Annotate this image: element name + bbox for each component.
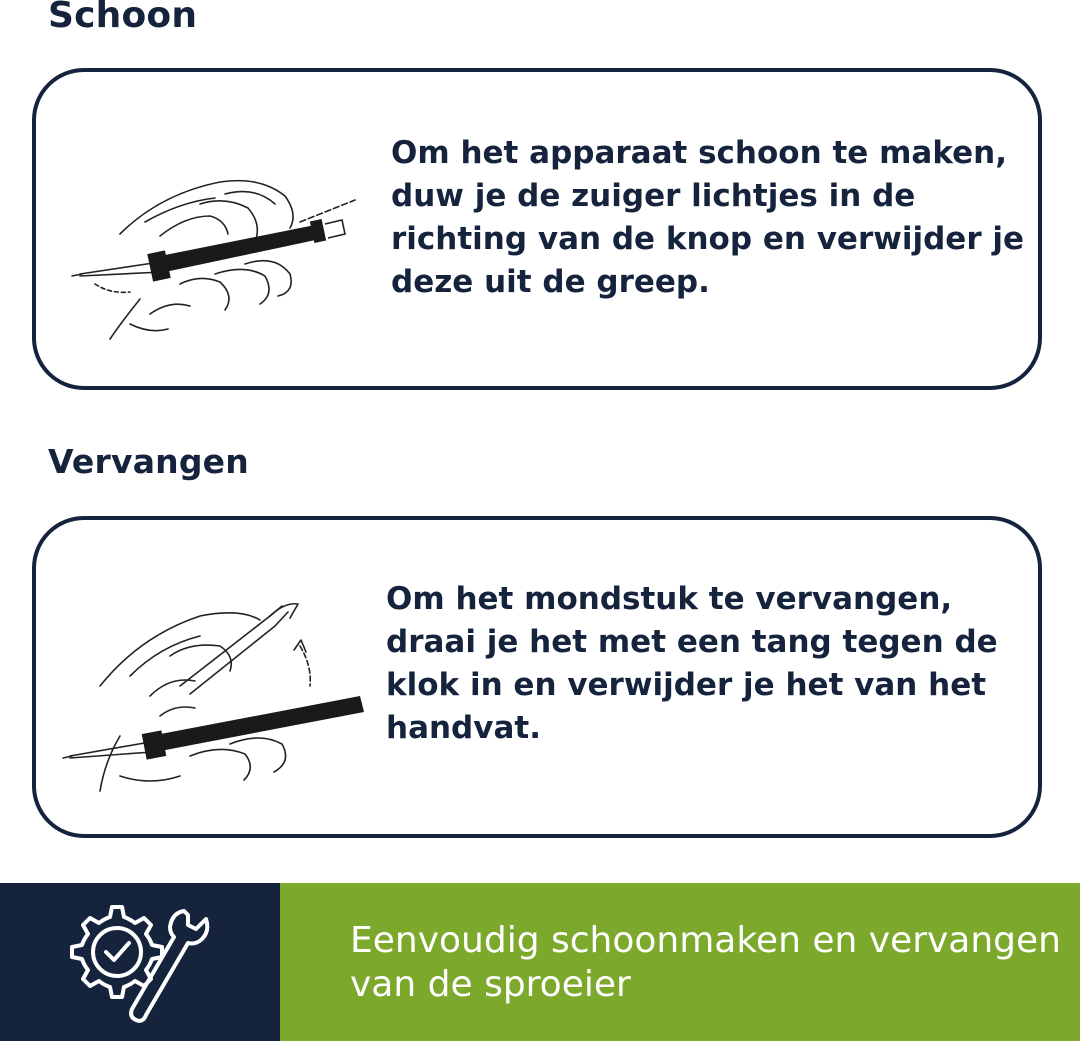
card-vervangen	[32, 516, 1042, 838]
section-heading-vervangen: Vervangen	[48, 442, 249, 481]
hand-pushing-plunger-icon	[50, 124, 380, 344]
banner-icon-panel	[0, 883, 280, 1041]
hand-with-pliers-nozzle-icon	[60, 576, 390, 796]
card-schoon	[32, 68, 1042, 390]
section-heading-schoon: Schoon	[48, 0, 198, 36]
footer-banner	[0, 883, 1080, 1041]
card-text-schoon: Om het apparaat schoon te maken, duw je de zuiger lichtjes in de richting van de knop en verwijder je deze uit de greep.	[391, 135, 1025, 300]
gear-wrench-check-icon	[66, 897, 216, 1027]
card-text-vervangen: Om het mondstuk te vervangen, draai je het met een tang tegen de klok in en verwijder je het van het handvat.	[386, 581, 998, 746]
banner-text-panel	[280, 883, 1080, 1041]
banner-text: Eenvoudig schoonmaken en vervangen van de sproeier	[350, 920, 1061, 1005]
